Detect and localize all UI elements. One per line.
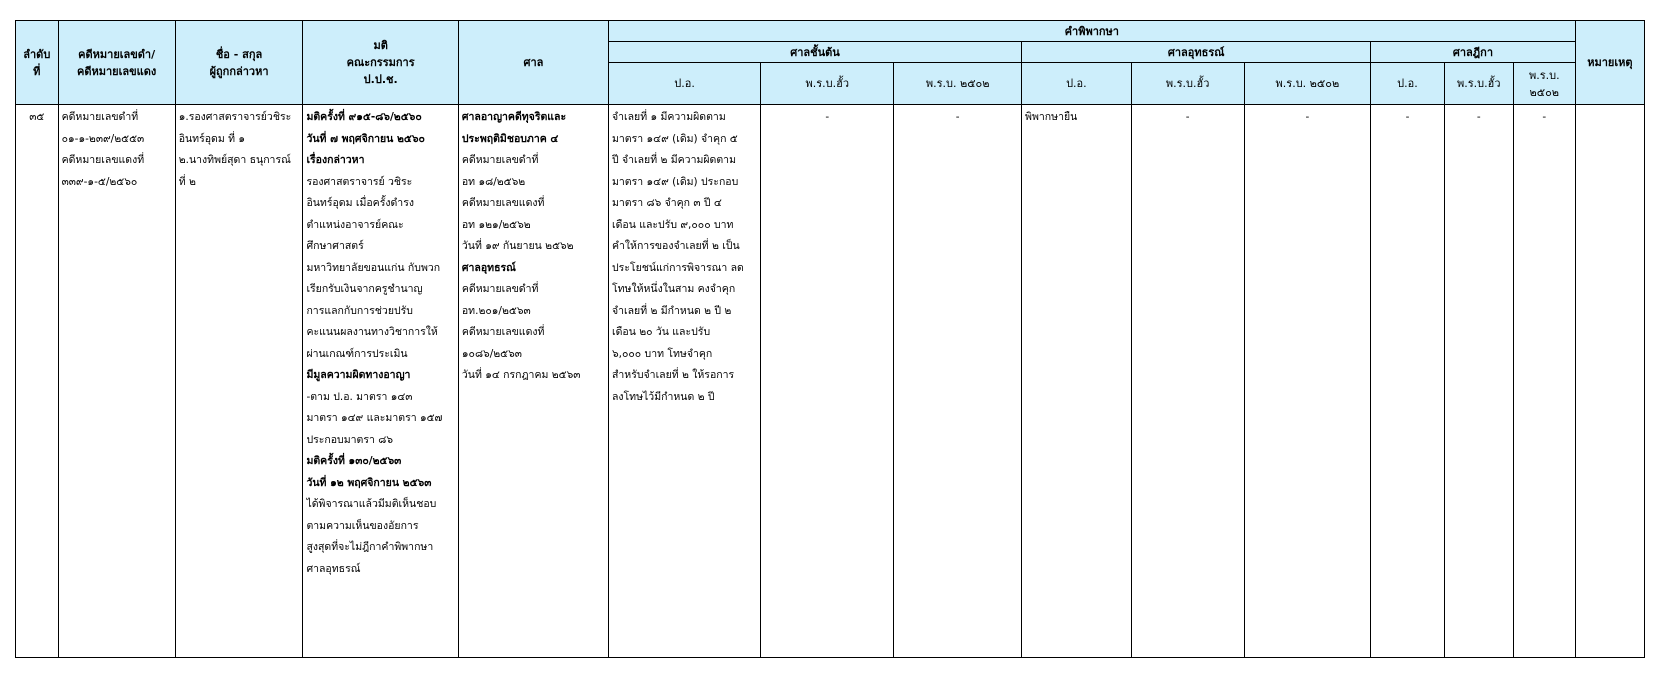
cell-line: อินทร์อุดม ที่ ๑	[178, 132, 246, 145]
row-supreme-act-b: -	[1513, 105, 1575, 658]
header-supreme-po: ป.อ.	[1371, 63, 1444, 105]
cell-line: เรื่องกล่าวหา	[306, 154, 365, 166]
cell-line: ปี จำเลยที่ ๒ มีความผิดตาม	[611, 154, 736, 166]
cell-line: ตำแหน่งอาจารย์คณะ	[306, 218, 404, 231]
cell-line: ประพฤติมิชอบภาค ๔	[461, 132, 559, 145]
cell-line: คดีหมายเลขแดงที่	[61, 154, 145, 166]
cell-line: มาตรา ๑๔๙ (เดิม) จำคุก ๕	[611, 132, 738, 145]
cell-line: อท ๑๘/๒๕๖๒	[461, 175, 526, 188]
row-first-act-a: -	[761, 105, 894, 658]
header-first-act-b: พ.ร.บ. ๒๕๐๒	[894, 63, 1022, 105]
cell-line: ๐๑-๑-๒๓๙/๒๕๕๓	[61, 132, 145, 145]
header-first-act-a: พ.ร.บ.ฮั้ว	[761, 63, 894, 105]
header-appeal-court: ศาลอุทธรณ์	[1022, 42, 1371, 63]
table-row	[16, 105, 1645, 658]
header-supreme-court: ศาลฎีกา	[1371, 42, 1575, 63]
cell-line: มาตรา ๑๔๙ และมาตรา ๑๕๗	[306, 412, 443, 424]
row-supreme-act-a: -	[1444, 105, 1513, 658]
cell-line: ตามความเห็นของอัยการ	[306, 519, 419, 532]
cell-line: ผ่านเกณฑ์การประเมิน	[306, 347, 408, 360]
cell-line: วันที่ ๑๙ กันยายน ๒๕๖๒	[461, 240, 574, 252]
cell-line: คดีหมายเลขแดงที่	[461, 326, 545, 338]
cell-line: วันที่ ๑๔ กรกฎาคม ๒๕๖๓	[461, 369, 581, 381]
header-accused-name: ชื่อ - สกุล ผู้ถูกกล่าวหา	[175, 21, 303, 105]
header-appeal-act-b: พ.ร.บ. ๒๕๐๒	[1244, 63, 1371, 105]
row-court	[458, 105, 608, 658]
cell-line: ประกอบมาตรา ๘๖	[306, 433, 393, 446]
cell-line: คดีหมายเลขดำที่	[461, 154, 539, 166]
header-resolution: มติ คณะกรรมการ ป.ป.ช.	[303, 21, 458, 105]
cell-line: ได้พิจารณาแล้วมีมติเห็นชอบ	[306, 498, 437, 510]
cell-line: วันที่ ๗ พฤศจิกายน ๒๕๖๐	[306, 132, 425, 145]
header-first-court: ศาลชั้นต้น	[608, 42, 1021, 63]
row-no: ๓๕	[16, 105, 59, 658]
header-appeal-act-a: พ.ร.บ.ฮั้ว	[1131, 63, 1244, 105]
header-no: ลำดับ ที่	[16, 21, 59, 105]
cell-line: ศึกษาศาสตร์	[306, 240, 364, 252]
row-appeal-act-a: -	[1131, 105, 1244, 658]
cell-line: จำเลยที่ ๒ มีกำหนด ๒ ปี ๒	[611, 304, 732, 317]
header-appeal-po: ป.อ.	[1022, 63, 1132, 105]
header-remark: หมายเหตุ	[1575, 21, 1644, 105]
cell-line: ลงโทษไว้มีกำหนด ๒ ปี	[611, 390, 715, 403]
header-court: ศาล	[458, 21, 608, 105]
cell-line: มาตรา ๘๖ จำคุก ๓ ปี ๔	[611, 197, 722, 209]
row-first-po	[608, 105, 760, 658]
header-first-po: ป.อ.	[608, 63, 760, 105]
cell-line: อท ๑๒๑/๒๕๖๒	[461, 218, 531, 231]
row-first-act-b: -	[894, 105, 1022, 658]
header-case-no: คดีหมายเลขดำ/ คดีหมายเลขแดง	[58, 21, 175, 105]
cell-line: มีมูลความผิดทางอาญา	[306, 369, 411, 381]
cell-line: คดีหมายเลขดำที่	[461, 283, 539, 295]
row-case-no	[58, 105, 175, 658]
header-supreme-act-b: พ.ร.บ. ๒๕๐๒	[1513, 63, 1575, 105]
row-accused-name	[175, 105, 303, 658]
cell-line: มติครั้งที่ ๑๓๐/๒๕๖๓	[306, 455, 402, 467]
cell-line: โทษให้หนึ่งในสาม คงจำคุก	[611, 283, 736, 295]
cell-line: อินทร์อุดม เมื่อครั้งดำรง	[306, 197, 414, 209]
cell-line: เดือน ๒๐ วัน และปรับ	[611, 326, 711, 338]
document-page	[15, 20, 1645, 687]
cell-line: ศาลอาญาคดีทุจริตและ	[461, 111, 567, 123]
cell-line: ประโยชน์แก่การพิจารณา ลด	[611, 261, 744, 274]
cell-line: ศาลอุทธรณ์	[461, 261, 516, 274]
cell-line: เดือน และปรับ ๙,๐๐๐ บาท	[611, 218, 734, 231]
header-supreme-act-a: พ.ร.บ.ฮั้ว	[1444, 63, 1513, 105]
row-appeal-act-b: -	[1244, 105, 1371, 658]
cell-line: คะแนนผลงานทางวิชาการให้	[306, 326, 438, 338]
cell-line: ที่ ๒	[178, 175, 196, 188]
cell-line: สูงสุดที่จะไม่ฎีกาคำพิพากษา	[306, 541, 434, 553]
cell-line: เรียกรับเงินจากครูชำนาญ	[306, 283, 423, 295]
row-appeal-po: พิพากษายืน	[1022, 105, 1132, 658]
cell-line: อท.๒๐๑/๒๕๖๓	[461, 304, 531, 317]
cell-line: มติครั้งที่ ๙๑๕-๘๖/๒๕๖๐	[306, 111, 422, 123]
row-remark	[1575, 105, 1644, 658]
cell-line: ๓๓๙-๑-๕/๒๕๖๐	[61, 175, 138, 188]
cell-line: คดีหมายเลขแดงที่	[461, 197, 545, 209]
judgment-table	[15, 20, 1645, 658]
cell-line: วันที่ ๑๒ พฤศจิกายน ๒๕๖๓	[306, 476, 432, 489]
cell-line: มหาวิทยาลัยขอนแก่น กับพวก	[306, 261, 441, 274]
row-supreme-po: -	[1371, 105, 1444, 658]
cell-line: ๑.รองศาสตราจารย์วชิระ	[178, 111, 292, 123]
cell-line: สำหรับจำเลยที่ ๒ ให้รอการ	[611, 369, 735, 381]
cell-line: จำเลยที่ ๑ มีความผิดตาม	[611, 111, 726, 123]
cell-line: ๑๐๘๖/๒๕๖๓	[461, 347, 522, 360]
cell-line: รองศาสตราจารย์ วชิระ	[306, 175, 413, 188]
cell-line: ๒.นางทิพย์สุดา ธนุการณ์	[178, 154, 291, 166]
cell-line: คดีหมายเลขดำที่	[61, 111, 139, 123]
cell-line: -ตาม ป.อ. มาตรา ๑๔๓	[306, 390, 413, 403]
header-judgment: คำพิพากษา	[608, 21, 1575, 42]
cell-line: ๖,๐๐๐ บาท โทษจำคุก	[611, 347, 713, 360]
cell-line: มาตรา ๑๔๙ (เดิม) ประกอบ	[611, 175, 739, 188]
cell-line: การแลกกับการช่วยปรับ	[306, 304, 413, 317]
cell-line: คำให้การของจำเลยที่ ๒ เป็น	[611, 240, 740, 252]
row-resolution	[303, 105, 458, 658]
cell-line: ศาลอุทธรณ์	[306, 562, 361, 575]
